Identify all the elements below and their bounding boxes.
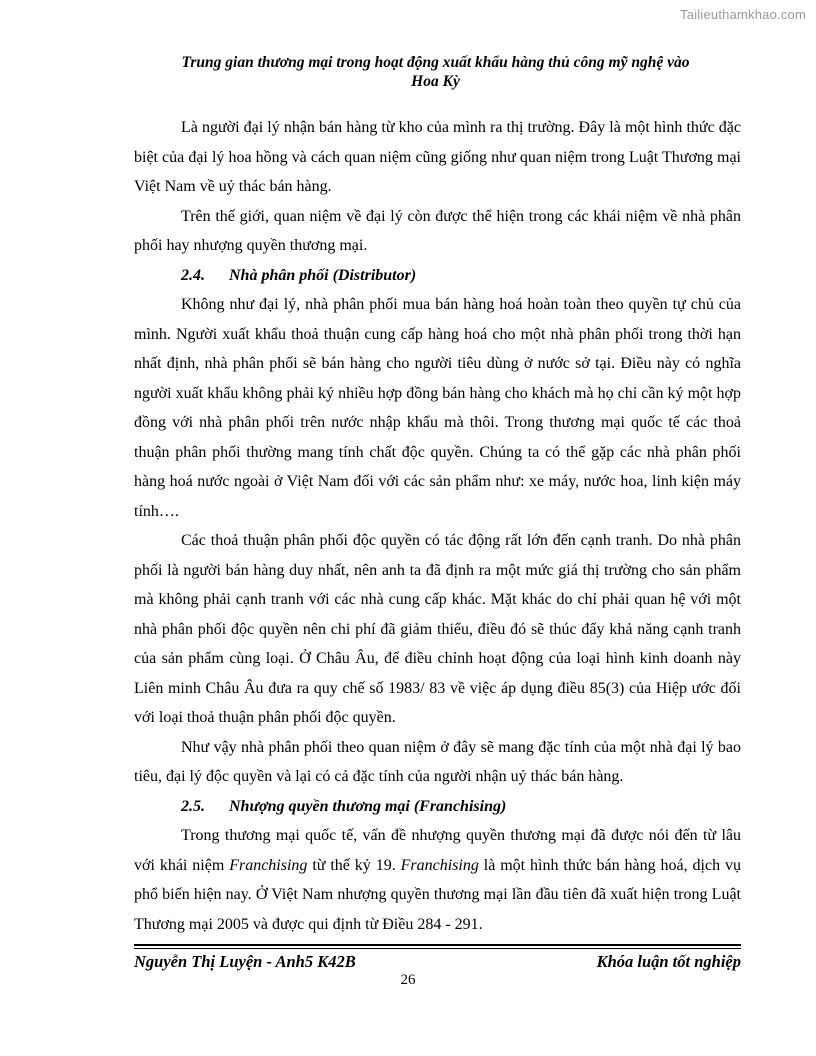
paragraph: Là người đại lý nhận bán hàng từ kho của mình ra thị trường. Đây là một hình thức đặc biệt của đại lý hoa hồng và cách quan niệm cũng giống như quan niệm trong Luật Thương mại Việt Nam về uỷ thác bán hàng. — [134, 119, 741, 195]
page-header — [134, 53, 737, 91]
section-heading-2-5 — [134, 792, 741, 822]
paragraph — [134, 821, 741, 939]
footer-author: Nguyễn Thị Luyện - Anh5 K42B — [134, 952, 356, 971]
page-number: 26 — [400, 972, 416, 988]
paragraph: Các thoả thuận phân phối độc quyền có tác động rất lớn đến cạnh tranh. Do nhà phân phối là người bán hàng duy nhất, nên anh ta đã định ra một mức giá thị trường cho sản phẩm mà không phải cạnh tranh với các nhà cung cấp khác. Mặt khác do chỉ phải quan hệ với một nhà phân phối độc quyền nên chi phí đã giảm thiểu, điều đó sẽ thúc đẩy khả năng cạnh tranh của sản phẩm cùng loại. Ở Châu Âu, để điều chỉnh hoạt động của loại hình kinh doanh này Liên minh Châu Âu đưa ra quy chế số 1983/ 83 về việc áp dụng điều 85(3) của Hiệp ước đối với loại thoả thuận phân phối độc quyền. — [134, 532, 741, 726]
watermark-text: Tailieuthamkhao.com — [680, 7, 806, 22]
paragraph: Như vậy nhà phân phối theo quan niệm ở đây sẽ mang đặc tính của một nhà đại lý bao tiêu, đại lý độc quyền và lại có cả đặc tính của người nhận uỷ thác bán hàng. — [134, 738, 741, 785]
document-body — [134, 113, 741, 939]
header-title-line2: Hoa Kỳ — [411, 73, 460, 90]
text-run: từ thế kỷ 19. — [307, 856, 401, 874]
section-title: Nhượng quyền thương mại (Franchising) — [229, 797, 507, 815]
footer-document-type: Khóa luận tốt nghiệp — [596, 952, 741, 971]
section-number: 2.4. — [181, 266, 205, 284]
section-number: 2.5. — [181, 797, 205, 815]
italic-term: Franchising — [400, 856, 479, 874]
paragraph: Không như đại lý, nhà phân phối mua bán hàng hoá hoàn toàn theo quyền tự chủ của mình. Người xuất khẩu thoả thuận cung cấp hàng hoá cho một nhà phân phối trong thời hạn nhất định, nhà phân phối sẽ bán hàng cho người tiêu dùng ở nước sở tại. Điều này có nghĩa người xuất khẩu không phải ký nhiều hợp đồng bán hàng cho khách mà họ chỉ cần ký một hợp đồng với nhà phân phối trên nước nhập khẩu mà thôi. Trong thương mại quốc tế các thoả thuận phân phối thường mang tính chất độc quyền. Chúng ta có thể gặp các nhà phân phối hàng hoá nước ngoài ở Việt Nam đối với các sản phẩm như: xe máy, nước hoa, linh kiện máy tính…. — [134, 296, 741, 520]
text-run: là một hình thức bán hàng hoá, dịch vụ phổ biến hiện nay. Ở Việt Nam nhượng quyền thương mại lần đầu tiên đã xuất hiện trong Luật Thương mại 2005 và được qui định từ Điều 284 - 291. — [134, 856, 741, 933]
footer-divider-thick — [134, 944, 741, 946]
section-heading-2-4 — [134, 261, 741, 291]
section-title: Nhà phân phối (Distributor) — [229, 266, 417, 284]
footer-divider-thin — [134, 948, 741, 949]
italic-term: Franchising — [229, 856, 308, 874]
paragraph: Trên thế giới, quan niệm về đại lý còn được thể hiện trong các khái niệm về nhà phân phối hay nhượng quyền thương mại. — [134, 207, 741, 254]
header-title-line1: Trung gian thương mại trong hoạt động xuất khẩu hàng thủ công mỹ nghệ vào — [181, 54, 690, 71]
text-run: Trong thương mại quốc tế, vấn đề nhượng quyền thương mại đã được nói đến từ lâu với khái niệm — [134, 827, 741, 874]
